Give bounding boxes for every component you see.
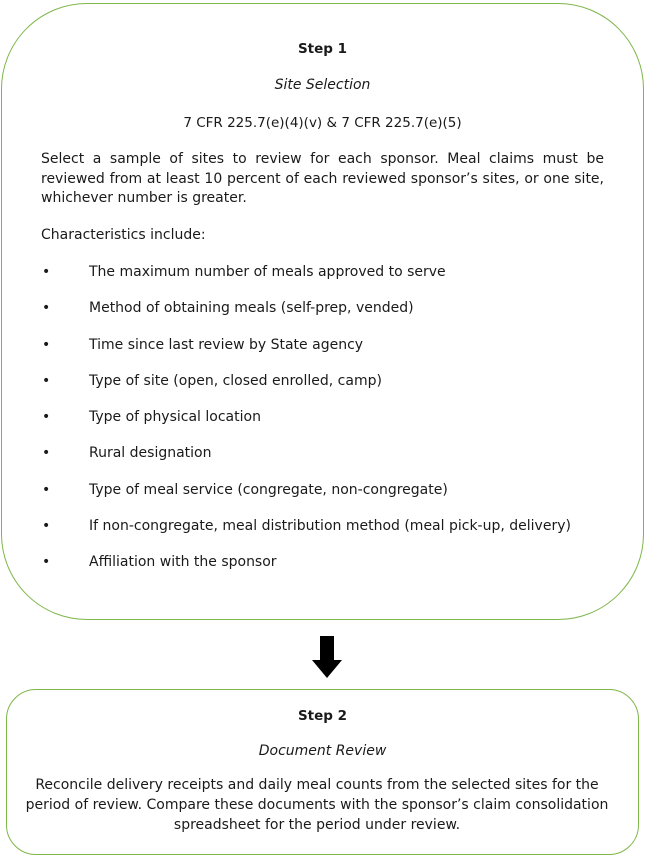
bullet-icon: • <box>42 372 51 389</box>
bullet-text: Time since last review by State agency <box>89 336 364 353</box>
down-arrow-icon <box>312 636 342 678</box>
list-item <box>40 371 620 407</box>
bullet-text: Type of physical location <box>89 409 261 426</box>
bullet-text: Rural designation <box>89 445 212 462</box>
step1-citation: 7 CFR 225.7(e)(4)(v) & 7 CFR 225.7(e)(5) <box>183 115 462 131</box>
list-item <box>40 443 620 479</box>
list-item <box>40 407 620 443</box>
bullet-icon: • <box>42 518 51 535</box>
bullet-icon: • <box>42 481 51 498</box>
bullet-icon: • <box>42 336 51 353</box>
bullet-icon: • <box>42 264 51 280</box>
list-item <box>40 516 620 552</box>
step2-subtitle: Document Review <box>258 743 387 759</box>
bullet-text: If non-congregate, meal distribution method (meal pick-up, delivery) <box>89 518 571 535</box>
list-item <box>40 552 620 588</box>
bullet-icon: • <box>42 445 51 462</box>
bullet-text: Type of meal service (congregate, non-congregate) <box>89 481 448 498</box>
step1-description: Select a sample of sites to review for each sponsor. Meal claims must be reviewed from at least 10 percent of each reviewed sponsor’s sites, or one site, whichever number is greater. <box>41 151 604 206</box>
characteristics-list <box>40 262 620 589</box>
list-item <box>40 298 620 334</box>
bullet-text: Method of obtaining meals (self-prep, vended) <box>89 300 414 317</box>
bullet-icon: • <box>42 300 51 317</box>
bullet-text: The maximum number of meals approved to serve <box>89 264 446 280</box>
bullet-text: Affiliation with the sponsor <box>89 554 277 571</box>
bullet-icon: • <box>42 409 51 426</box>
step1-subtitle: Site Selection <box>274 77 371 93</box>
bullet-text: Type of site (open, closed enrolled, camp) <box>89 372 382 389</box>
list-item <box>40 480 620 516</box>
list-item <box>40 335 620 371</box>
characteristics-label: Characteristics include: <box>41 227 206 243</box>
step2-title: Step 2 <box>297 708 348 724</box>
step1-box <box>1 3 644 620</box>
bullet-icon: • <box>42 554 51 571</box>
step2-description: Reconcile delivery receipts and daily meal counts from the selected sites for the period of review. Compare these documents with the sponsor’s claim consolidation spreadsheet for the period under review. <box>25 777 609 833</box>
list-item <box>40 262 620 298</box>
step1-title: Step 1 <box>297 41 348 57</box>
